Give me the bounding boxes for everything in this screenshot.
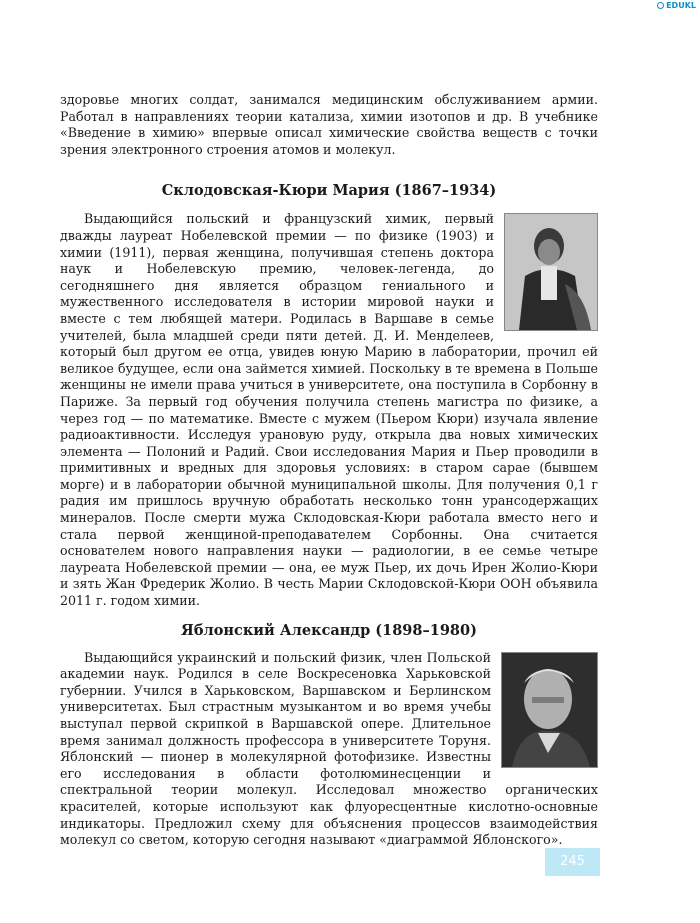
section-title-curie: Склодовская-Кюри Мария (1867–1934): [161, 182, 497, 200]
logo-text: EDUKL: [666, 1, 696, 10]
jablonski-biography: Выдающийся украинский и польский физик, член Польской академии наук. Родился в селе Воскресеновка Харьковской губернии. Учился в Харьковском, Варшавском и Берлинском университетах. Был страстным музыкантом и во время учебы выступал первой скрипкой в Варшавской опере. Длительное время занимал должность профессора в университете Торуня. Яблонский — пионер в молекулярной фотофизике. Известны его исследования в области фотолюминесценции и спектральной теории молекул. Исследовал множество органических красителей, которые используют как флуоресцентные кислотно-основные индикаторы. Предложил схему для объяснения процессов взаимодействия молекул со светом, которую сегодня называют «диаграммой Яблонского».: [60, 649, 598, 848]
edu-logo: [657, 1, 696, 10]
page-content: [60, 92, 598, 849]
portrait-jablonski: [501, 652, 598, 768]
section-title-jablonski: Яблонский Александр (1898–1980): [181, 621, 477, 639]
portrait-curie: [504, 213, 598, 331]
page-number: 245: [545, 848, 600, 876]
curie-biography: Выдающийся польский и французский химик, первый дважды лауреат Нобелевской премии — по физике (1903) и химии (1911), первая женщина, получившая степень доктора наук и Нобелевскую премию, человек-легенда, до сегодняшнего дня является образцом гениального и мужественного исследователя в истории мировой науки и вместе с тем любящей матери. Родилась в Варшаве в семье учителей, была младшей среди пяти детей. Д. И. Менделеев, который был другом ее отца, увидев юную Марию в лаборатории, прочил ей великое будущее, если она займется химией. Поскольку в те времена в Польше женщины не имели права учиться в университете, она поступила в Сорбонну в Париже. За первый год обучения получила степень магистра по физике, а через год — по математике. Вместе с мужем (Пьером Кюри) изучала явление радиоактивности. Исследуя урановую руду, открыла два новых химических элемента — Полоний и Радий. Свои исследования Мария и Пьер проводили в примитивных и вредных для здоровья условиях: в старом сарае (бывшем морге) и в лаборатории обычной муниципальной школы. Для получения 0,1 г радия им пришлось вручную обработать несколько тонн урансодержащих минералов. После смерти мужа Склодовская-Кюри работала вместо него и стала первой женщиной-преподавателем Сорбонны. Она считается основателем нового направления науки — радиологии, в ее семье четыре лауреата Нобелевской премии — она, ее муж Пьер, их дочь Ирен Жолио-Кюри и зять Жан Фредерик Жолио. В честь Марии Склодовской-Кюри ООН объявила 2011 г. годом химии.: [60, 211, 598, 609]
logo-icon: [657, 2, 664, 9]
intro-paragraph: здоровье многих солдат, занимался медицинским обслуживанием армии. Работал в направлениях теории катализа, химии изотопов и др. В учебнике «Введение в химию» впервые описал химические свойства веществ с точки зрения электронного строения атомов и молекул.: [60, 92, 598, 157]
